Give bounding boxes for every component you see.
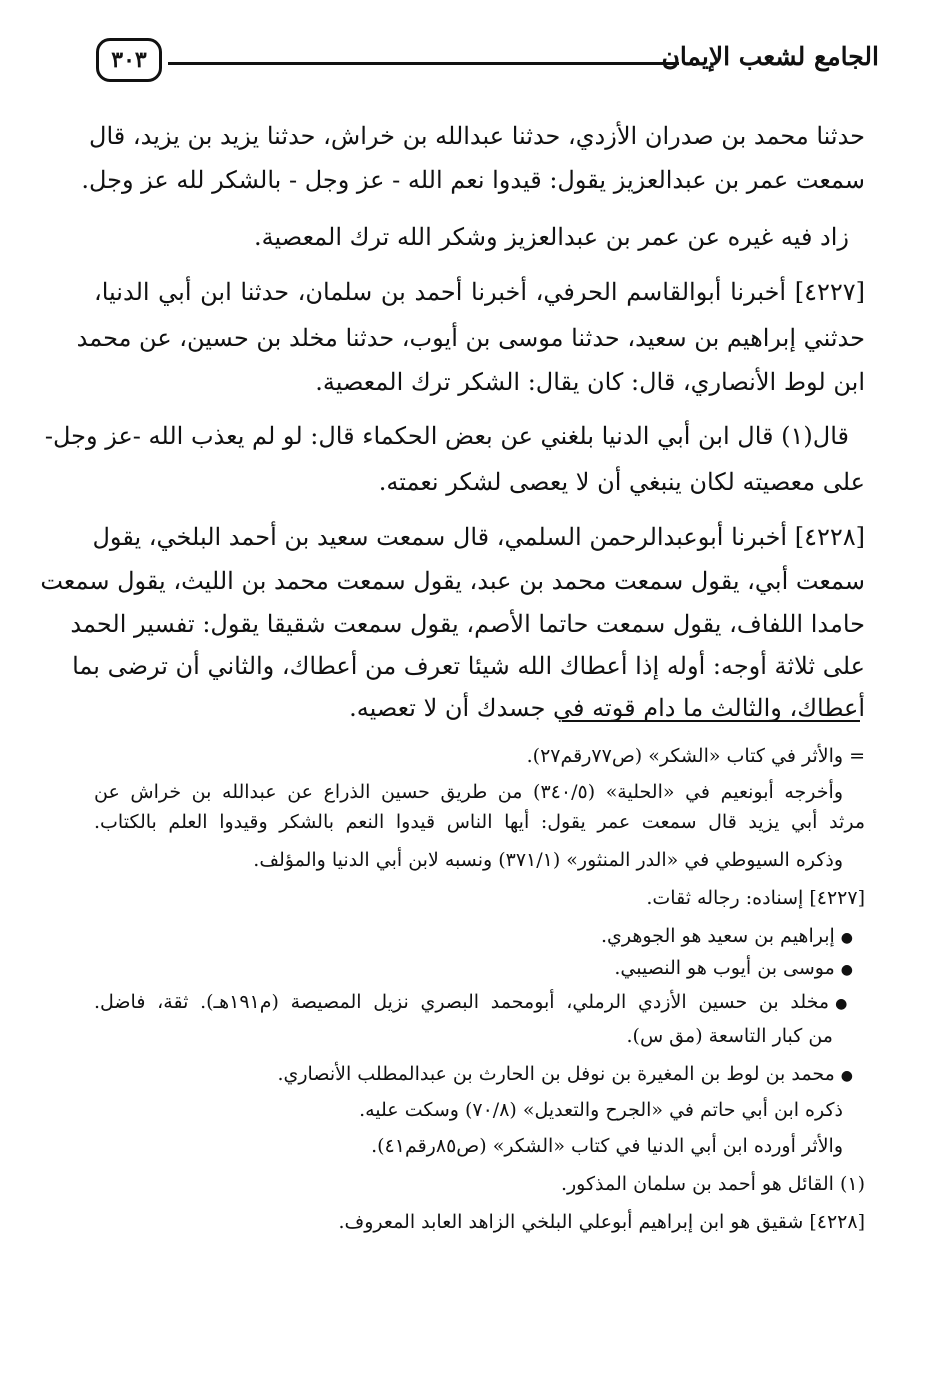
body-line: زاد فيه غيره عن عمر بن عبدالعزيز وشكر الله ترك المعصية. <box>254 223 849 251</box>
body-line: [٤٢٢٨] أخبرنا أبوعبدالرحمن السلمي، قال سمعت سعيد بن أحمد البلخي، يقول <box>92 523 865 551</box>
body-line: على معصيته لكان ينبغي أن لا يعصى لشكر نعمته. <box>378 468 865 496</box>
body-line: حامدا اللفاف، يقول سمعت حاتما الأصم، يقول سمعت شقيقا يقول: تفسير الحمد <box>70 610 865 638</box>
footnote-line: وذكره السيوطي في «الدر المنثور» (٣٧١/١) ونسبه لابن أبي الدنيا والمؤلف. <box>253 849 843 871</box>
body-line: أعطاك، والثالث ما دام قوته في جسدك أن لا تعصيه. <box>349 694 865 722</box>
body-line: حدثنا محمد بن صدران الأزدي، حدثنا عبدالله بن خراش، حدثنا يزيد بن يزيد، قال <box>89 122 865 150</box>
page-header <box>96 38 879 92</box>
body-line: ابن لوط الأنصاري، قال: كان يقال: الشكر ترك المعصية. <box>315 368 865 396</box>
footnote-line: = والأثر في كتاب «الشكر» (ص٧٧رقم٢٧). <box>526 745 865 767</box>
running-head-title: الجامع لشعب الإيمان <box>661 42 879 71</box>
body-line: حدثني إبراهيم بن سعيد، حدثنا موسى بن أيوب، حدثنا مخلد بن حسين، عن محمد <box>76 324 865 352</box>
footnote-line: مرثد أبي يزيد قال سمعت عمر يقول: أيها الناس قيدوا النعم بالشكر وقيدوا العلم بالكتاب. <box>94 811 865 833</box>
body-line: على ثلاثة أوجه: أوله إذا أعطاك الله شيئا تعرف من أعطاك، والثاني أن ترضى بما <box>72 652 865 680</box>
header-rule <box>168 62 679 65</box>
footnote-line: والأثر أورده ابن أبي الدنيا في كتاب «الشكر» (ص٨٥رقم٤١). <box>371 1135 843 1157</box>
page-number: ٣٠٣ <box>96 38 162 82</box>
body-line: [٤٢٢٧] أخبرنا أبوالقاسم الحرفي، أخبرنا أحمد بن سلمان، حدثنا ابن أبي الدنيا، <box>94 278 865 306</box>
body-line: قال(١) قال ابن أبي الدنيا بلغني عن بعض الحكماء قال: لو لم يعذب الله -عز وجل- <box>44 422 849 450</box>
footnote-line: [٤٢٢٧] إسناده: رجاله ثقات. <box>646 887 865 909</box>
footnote-bullet-line: ● محمد بن لوط بن المغيرة بن نوفل بن الحارث بن عبدالمطلب الأنصاري. <box>94 1058 853 1090</box>
body-line: سمعت أبي، يقول سمعت محمد بن عبد، يقول سمعت محمد بن الليث، يقول سمعت <box>40 567 865 595</box>
body-line: سمعت عمر بن عبدالعزيز يقول: قيدوا نعم الله - عز وجل - بالشكر لله عز وجل. <box>81 166 865 194</box>
footnote-line: (١) القائل هو أحمد بن سلمان المذكور. <box>560 1173 865 1195</box>
footnote-bullet-line: ● إبراهيم بن سعيد هو الجوهري. <box>94 920 853 952</box>
footnote-line: [٤٢٢٨] شقيق هو ابن إبراهيم أبوعلي البلخي الزاهد العابد المعروف. <box>338 1211 865 1233</box>
footnote-line: ذكره ابن أبي حاتم في «الجرح والتعديل» (٧٠/٨) وسكت عليه. <box>359 1099 843 1121</box>
footnote-separator <box>562 720 860 722</box>
footnote-bullet-line: ● موسى بن أيوب هو النصيبي. <box>94 952 853 984</box>
footnote-line: وأخرجه أبونعيم في «الحلية» (٣٤٠/٥) من طريق حسين الذراع عن عبدالله بن خراش عن <box>94 781 843 803</box>
footnote-bullet-line: ● مخلد بن حسين الأزدي الرملي، أبومحمد البصري نزيل المصيصة (م١٩١هـ). ثقة، فاضل. <box>94 986 853 1018</box>
footnote-line: من كبار التاسعة (مق س). <box>626 1025 833 1047</box>
